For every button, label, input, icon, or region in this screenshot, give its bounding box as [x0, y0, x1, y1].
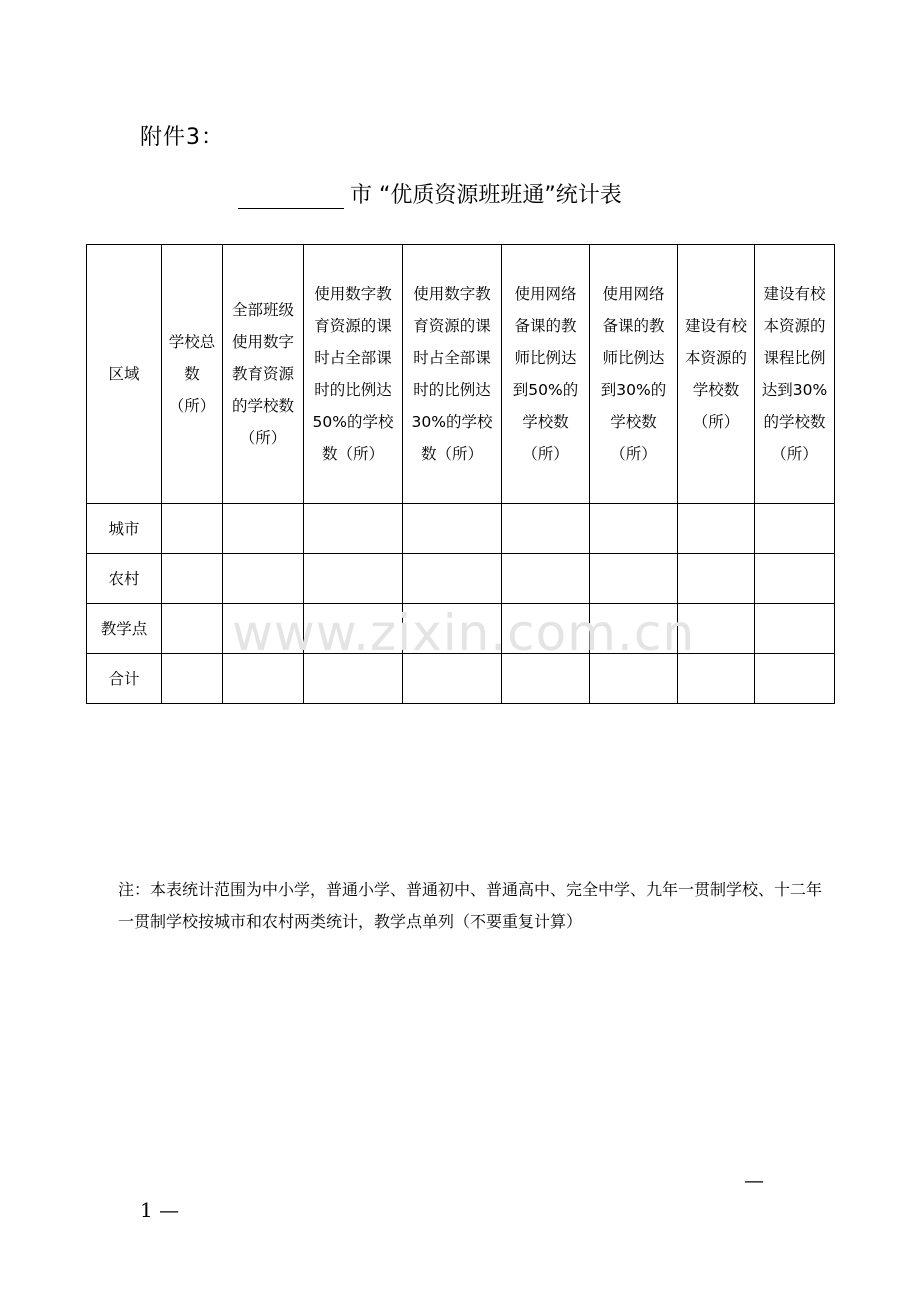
header-all-classes-digital: [223, 245, 304, 504]
header-class-hours-50: [304, 245, 403, 504]
page-number: 1 —: [140, 1198, 180, 1222]
table-title-text: 市 “优质资源班班通”统计表: [350, 183, 622, 208]
header-all-classes-digital-text: 全部班级使用数字教育资源的学校数（所）: [231, 301, 294, 447]
table-row: [87, 554, 835, 604]
header-online-prep-30: [590, 245, 678, 504]
header-region: [87, 245, 162, 504]
footnote: 注：本表统计范围为中小学，普通小学、普通初中、普通高中、完全中学、九年一贯制学校、十二年一贯制学校按城市和农村两类统计，教学点单列（不要重复计算）: [118, 880, 823, 931]
data-cell[interactable]: [678, 504, 755, 554]
header-online-prep-50: [502, 245, 590, 504]
data-cell[interactable]: [403, 604, 502, 654]
header-region-text: 区域: [108, 365, 140, 383]
row-label: 合计: [87, 654, 162, 704]
data-cell[interactable]: [678, 554, 755, 604]
header-class-hours-30: [403, 245, 502, 504]
data-cell[interactable]: [502, 504, 590, 554]
data-cell[interactable]: [678, 654, 755, 704]
data-cell[interactable]: [403, 504, 502, 554]
row-label: 农村: [87, 554, 162, 604]
header-school-resources-30-text: 建设有校本资源的课程比例达到30%的学校数（所）: [761, 285, 828, 463]
attachment-label: 附件3：: [140, 125, 224, 150]
data-cell[interactable]: [755, 554, 835, 604]
table-row: [87, 504, 835, 554]
page-dash: —: [744, 1168, 764, 1192]
watermark: www.zixin.com.cn: [232, 604, 696, 662]
data-cell[interactable]: [755, 504, 835, 554]
data-cell[interactable]: [755, 604, 835, 654]
data-cell[interactable]: [223, 504, 304, 554]
data-cell[interactable]: [162, 554, 223, 604]
data-cell[interactable]: [223, 654, 304, 704]
data-cell[interactable]: [162, 504, 223, 554]
data-cell[interactable]: [755, 654, 835, 704]
header-total-schools: [162, 245, 223, 504]
data-cell[interactable]: [502, 554, 590, 604]
data-cell[interactable]: [502, 604, 590, 654]
data-cell[interactable]: [162, 654, 223, 704]
header-row: [87, 245, 835, 504]
header-class-hours-30-text: 使用数字教育资源的课时占全部课时的比例达30%的学校数（所）: [411, 285, 493, 463]
data-cell[interactable]: [304, 654, 403, 704]
city-name-blank: [238, 182, 344, 209]
header-school-resources: [678, 245, 755, 504]
data-cell[interactable]: [590, 604, 678, 654]
data-cell[interactable]: [223, 604, 304, 654]
data-cell[interactable]: [590, 554, 678, 604]
header-online-prep-50-text: 使用网络备课的教师比例达到50%的学校数（所）: [512, 285, 579, 463]
row-label: 城市: [87, 504, 162, 554]
data-cell[interactable]: [304, 604, 403, 654]
data-cell[interactable]: [502, 654, 590, 704]
data-cell[interactable]: [304, 554, 403, 604]
row-label: 教学点: [87, 604, 162, 654]
table-row: [87, 654, 835, 704]
data-cell[interactable]: [403, 654, 502, 704]
data-cell[interactable]: [590, 654, 678, 704]
data-cell[interactable]: [223, 554, 304, 604]
data-cell[interactable]: [678, 604, 755, 654]
header-school-resources-text: 建设有校本资源的学校数（所）: [684, 317, 747, 431]
table-row: [87, 604, 835, 654]
data-cell[interactable]: [304, 504, 403, 554]
statistics-table: [86, 244, 835, 704]
data-cell[interactable]: [162, 604, 223, 654]
data-cell[interactable]: [590, 504, 678, 554]
header-school-resources-30: [755, 245, 835, 504]
header-online-prep-30-text: 使用网络备课的教师比例达到30%的学校数（所）: [600, 285, 667, 463]
header-class-hours-50-text: 使用数字教育资源的课时占全部课时的比例达50%的学校数（所）: [312, 285, 394, 463]
header-total-schools-text: 学校总数（所）: [168, 333, 216, 415]
data-cell[interactable]: [403, 554, 502, 604]
table-title: [238, 178, 622, 209]
